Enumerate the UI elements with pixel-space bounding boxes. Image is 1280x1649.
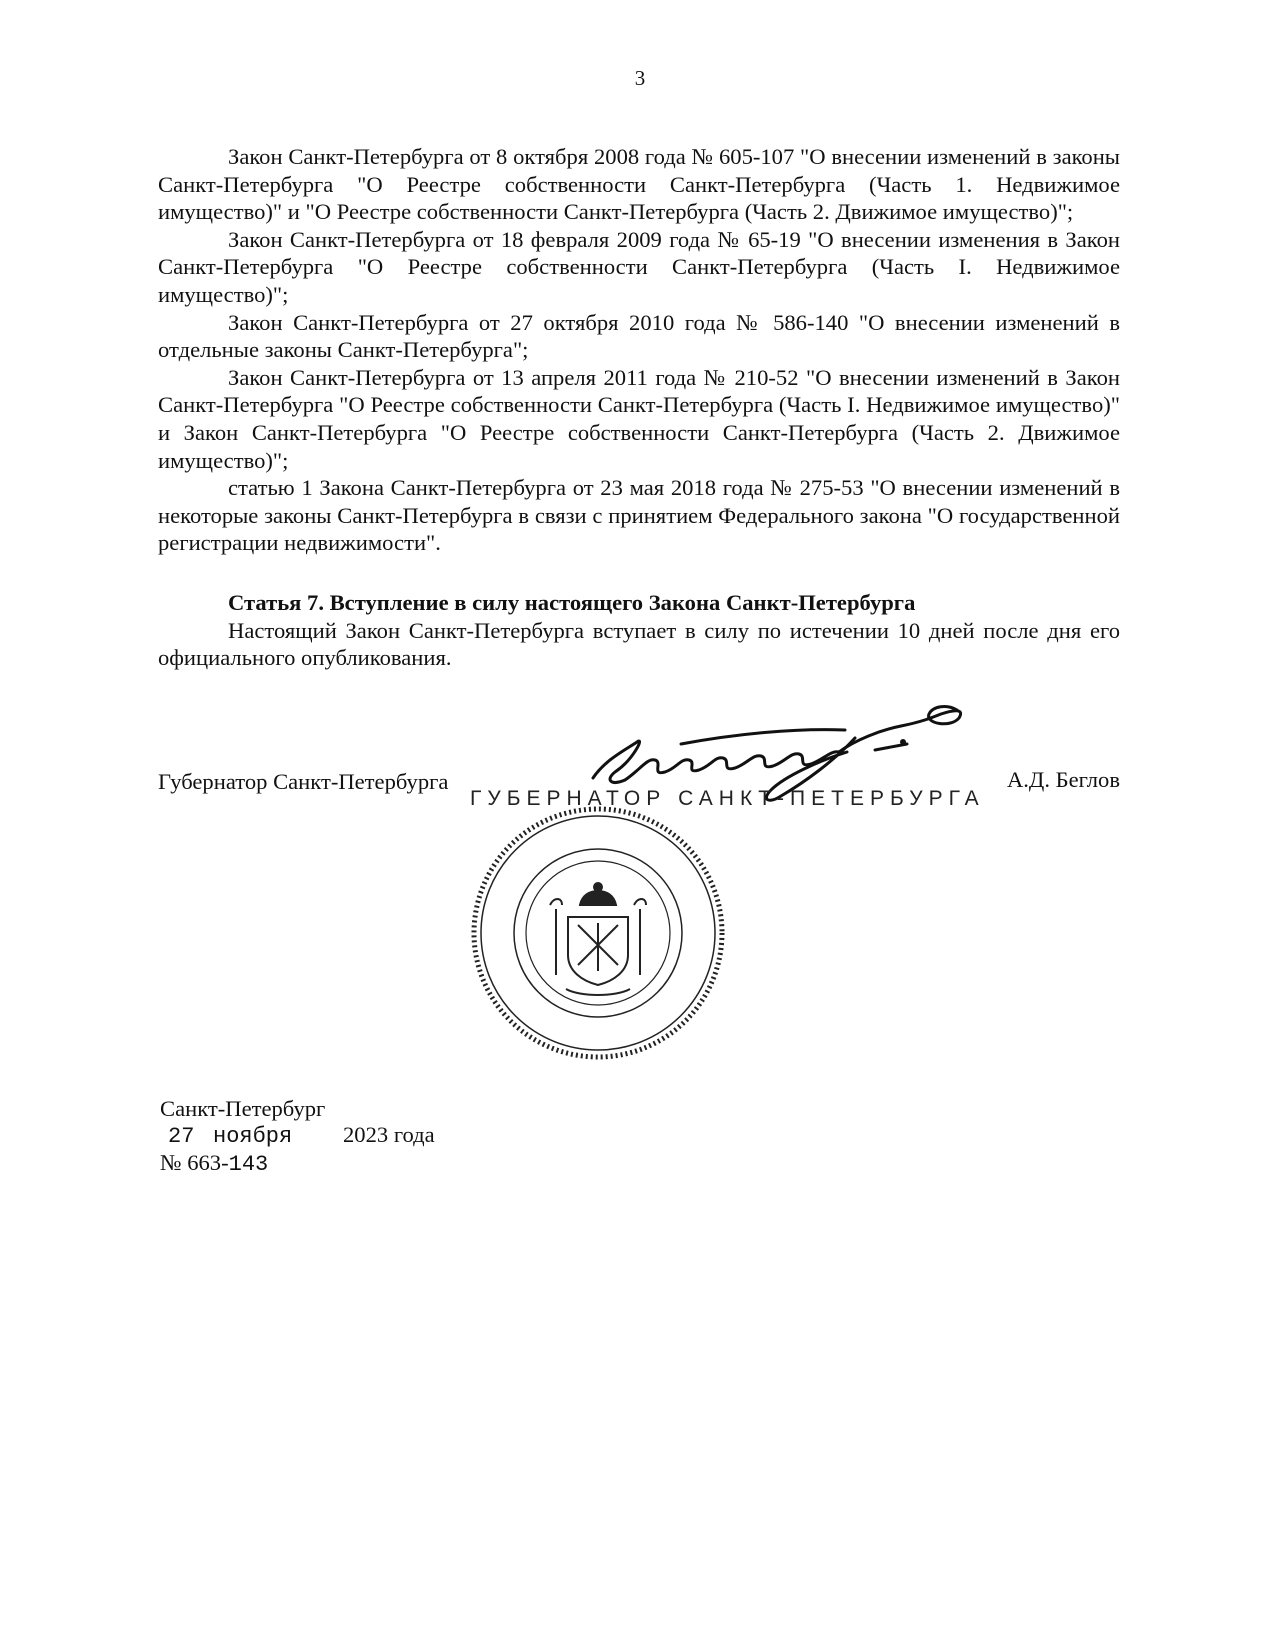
law-list-item: статью 1 Закона Санкт-Петербурга от 23 мая 2018 года № 275-53 "О внесении изменений в некоторые законы Санкт-Петербурга в связи с принятием Федерального закона "О государственной регистрации недвижимости".: [158, 475, 1120, 556]
law-list-item: Закон Санкт-Петербурга от 27 октября 2010 года № 586-140 "О внесении изменений в отдельные законы Санкт-Петербурга";: [158, 309, 1120, 363]
document-body: [158, 143, 1120, 672]
law-number-prefix: № 663-: [160, 1150, 229, 1175]
law-list-item: Закон Санкт-Петербурга от 18 февраля 2009 года № 65-19 "О внесении изменения в Закон Санкт-Петербурга "О Реестре собственности Санкт-Петербурга (Часть I. Недвижимое имущество)";: [158, 226, 1120, 307]
signing-date: [160, 1122, 435, 1150]
seal-text: ГУБЕРНАТОР САНКТ-ПЕТЕРБУРГА: [470, 787, 985, 810]
article-text: Настоящий Закон Санкт-Петербурга вступает в силу по истечении 10 дней после дня его официального опубликования.: [158, 617, 1120, 671]
law-list-item: Закон Санкт-Петербурга от 8 октября 2008 года № 605-107 "О внесении изменений в законы Санкт-Петербурга "О Реестре собственности Санкт-Петербурга (Часть 1. Недвижимое имущество)" и "О Реестре собственности Санкт-Петербурга (Часть 2. Движимое имущество)";: [158, 144, 1120, 225]
date-month: ноября: [213, 1124, 293, 1149]
law-list-item: Закон Санкт-Петербурга от 13 апреля 2011 года № 210-52 "О внесении изменений в Закон Санкт-Петербурга "О Реестре собственности Санкт-Петербурга (Часть I. Недвижимое имущество)" и Закон Санкт-Петербурга "О Реестре собственности Санкт-Петербурга (Часть 2. Движимое имущество)";: [158, 364, 1120, 473]
governor-seal: [470, 787, 985, 1061]
law-number: [160, 1150, 435, 1178]
coat-of-arms-icon: [550, 883, 646, 995]
signatory-name: А.Д. Беглов: [1006, 767, 1120, 792]
date-day: 27: [168, 1124, 195, 1149]
date-year: 2023 года: [343, 1122, 435, 1147]
document-footer: [160, 1096, 435, 1178]
signing-city: Санкт-Петербург: [160, 1096, 326, 1121]
law-number-suffix: 143: [228, 1152, 269, 1177]
signatory-title: Губернатор Санкт-Петербурга: [158, 769, 449, 794]
signature-dot: [900, 739, 906, 745]
page-number: 3: [634, 66, 646, 90]
article-heading: Статья 7. Вступление в силу настоящего Закона Санкт-Петербурга: [228, 589, 916, 615]
